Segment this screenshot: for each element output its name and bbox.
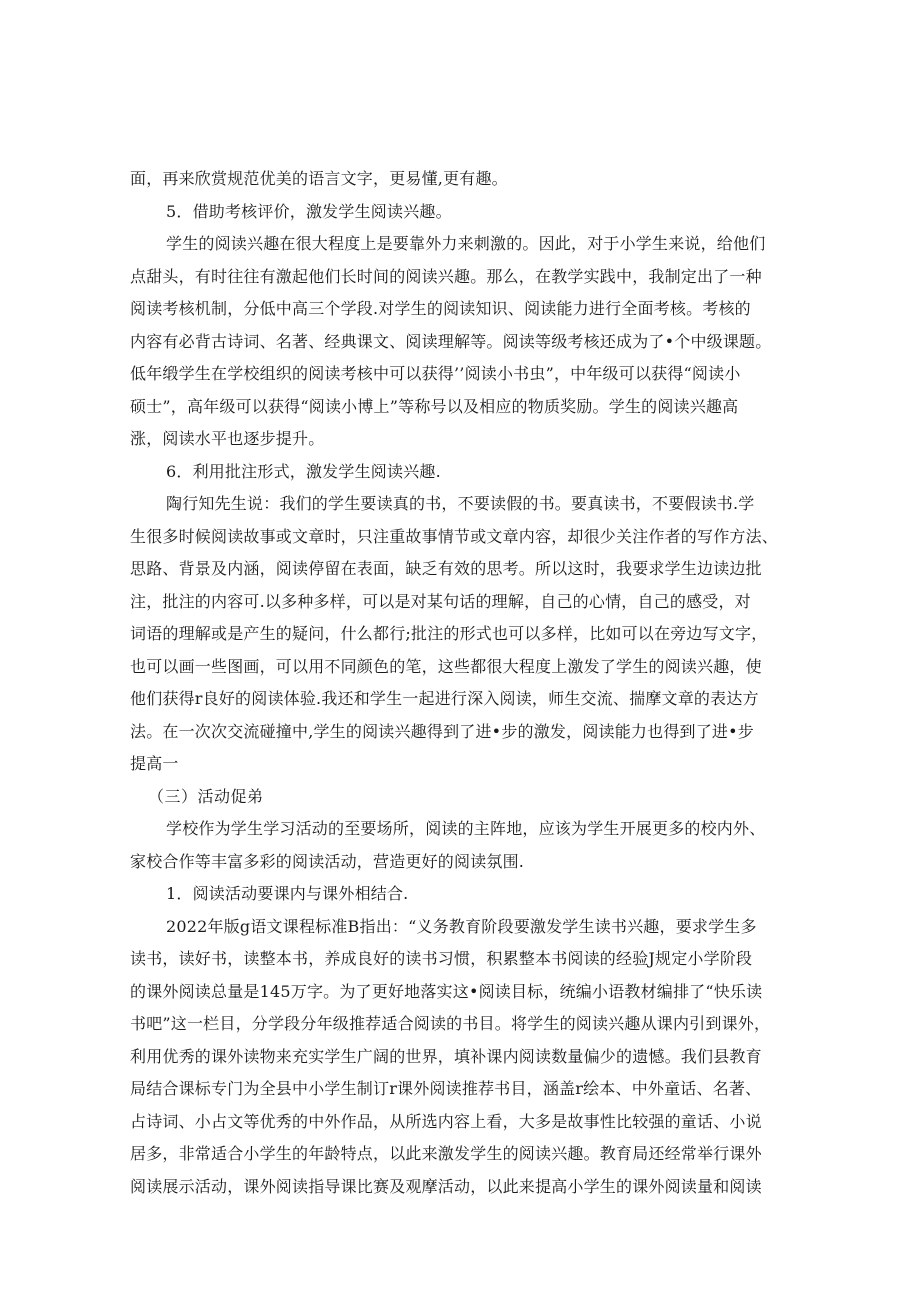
text-line: 提高一	[130, 754, 179, 773]
text-line: 思路、背景及内涵，阅读停留在表面，缺乏有效的思考。所以这时，我要求学生边读边批	[130, 559, 762, 578]
text-line: 内容有必背古诗词、名著、经典课文、阅读理解等。阅读等级考核还成为了•个中级课题。	[130, 331, 772, 351]
text-line: 硕士”，高年级可以获得“阅读小博上”等称号以及相应的物质奖励。学生的阅读兴趣高	[130, 396, 739, 416]
text-line: 词语的理解或是产生的疑问，什么都行;批注的形式也可以多样，比如可以在旁边写文字，	[130, 624, 768, 643]
document-page	[130, 163, 795, 1203]
text-line: 1．阅读活动要课内与课外相结合.	[166, 884, 409, 903]
text-line: 阅读展示活动，课外阅读指导课比赛及观摩活动，以此来提高小学生的课外阅读量和阅读	[130, 1176, 762, 1196]
paragraph-0	[130, 163, 795, 196]
paragraph-section-1-title	[130, 878, 795, 911]
paragraph-assessment	[130, 228, 795, 456]
text-line: 生很多时候阅读故事或文章时，只注重故事情节或文章内容，却很少关注作者的写作方法、	[130, 526, 779, 546]
text-line: 书吧”这一栏目，分学段分年级推荐适合阅读的书目。将学生的阅读兴趣从课内引到课外，	[130, 1014, 771, 1033]
text-line: 2022年版g语文课程标准B指出：“义务教育阶段要激发学生读书兴趣，要求学生多	[166, 916, 757, 936]
text-line: 涨，阅读水平也逐步提升。	[130, 429, 325, 448]
text-line: 阅读考核机制，分低中高三个学段.对学生的阅读知识、阅读能力进行全面考核。考核的	[130, 299, 751, 318]
text-line: 5．借助考核评价，激发学生阅读兴趣。	[166, 201, 452, 221]
paragraph-section-6-title	[130, 456, 795, 489]
paragraph-school-activities	[130, 813, 795, 878]
paragraph-annotation	[130, 488, 795, 781]
text-line: 他们获得r良好的阅读体验.我还和学生一起进行深入阅读，师生交流、揣摩文章的表达方	[130, 689, 759, 708]
text-line: 的课外阅读总量是145万字。为了更好地落实这•阅读目标，统编小语教材编排了“快乐读	[130, 981, 763, 1001]
text-line: 点甜头，有时往往有激起他们长时间的阅读兴趣。那么，在教学实践中，我制定出了一种	[130, 266, 762, 286]
text-line: 学生的阅读兴趣在很大程度上是要靠外力来刺激的。因此，对于小学生来说，给他们	[166, 234, 766, 253]
text-line: 也可以画一些图画，可以用不同颜色的笔，这些都很大程度上激发了学生的阅读兴趣，使	[130, 656, 762, 676]
text-line: 利用优秀的课外读物来充实学生广阔的世界，填补课内阅读数量偏少的遗憾。我们县教育	[130, 1046, 762, 1066]
text-line: 低年缎学生在学校组织的阅读考核中可以获得’’阅读小书虫”，中年级可以获得“阅读小	[130, 364, 741, 383]
text-line: 家校合作等丰富多彩的阅读活动，营造更好的阅读氛围.	[130, 851, 525, 871]
text-line: 面，再来欣赏规范优美的语言文字，更易懂,更有趣。	[130, 169, 508, 188]
text-line: 局结合课标专门为全县中小学生制订r课外阅读推荐书目，涵盖r绘本、中外童话、名著、	[130, 1079, 762, 1098]
text-line: 居多，非常适合小学生的年龄特点，以此来激发学生的阅读兴趣。教育局还经常举行课外	[130, 1144, 762, 1163]
heading-text: （三）活动促弟	[148, 786, 264, 806]
section-heading	[130, 781, 795, 814]
paragraph-curriculum-standard	[130, 911, 795, 1204]
text-line: 陶行知先生说：我们的学生要读真的书，不要读假的书。要真读书，不要假读书.学	[166, 494, 755, 513]
text-line: 学校作为学生学习活动的至要场所，阅读的主阵地，应该为学生开展更多的校内外、	[166, 819, 766, 838]
text-line: 读书，读好书，读整本书，养成良好的读书习惯，积累整本书阅读的经验J规定小学阶段	[130, 949, 753, 968]
paragraph-section-5-title	[130, 196, 795, 229]
text-line: 占诗词、小占文等优秀的中外作品，从所选内容上看，大多是故事性比较强的童话、小说	[130, 1111, 762, 1131]
text-line: 法。在一次次交流碰撞中,学生的阅读兴趣得到了进•步的激发，阅读能力也得到了进•步	[130, 721, 754, 741]
text-line: 6．利用批注形式，激发学生阅读兴趣.	[166, 461, 441, 481]
text-line: 注，批注的内容可.以多种多样，可以是对某句话的理解，自己的心情，自己的感受，对	[130, 591, 751, 611]
